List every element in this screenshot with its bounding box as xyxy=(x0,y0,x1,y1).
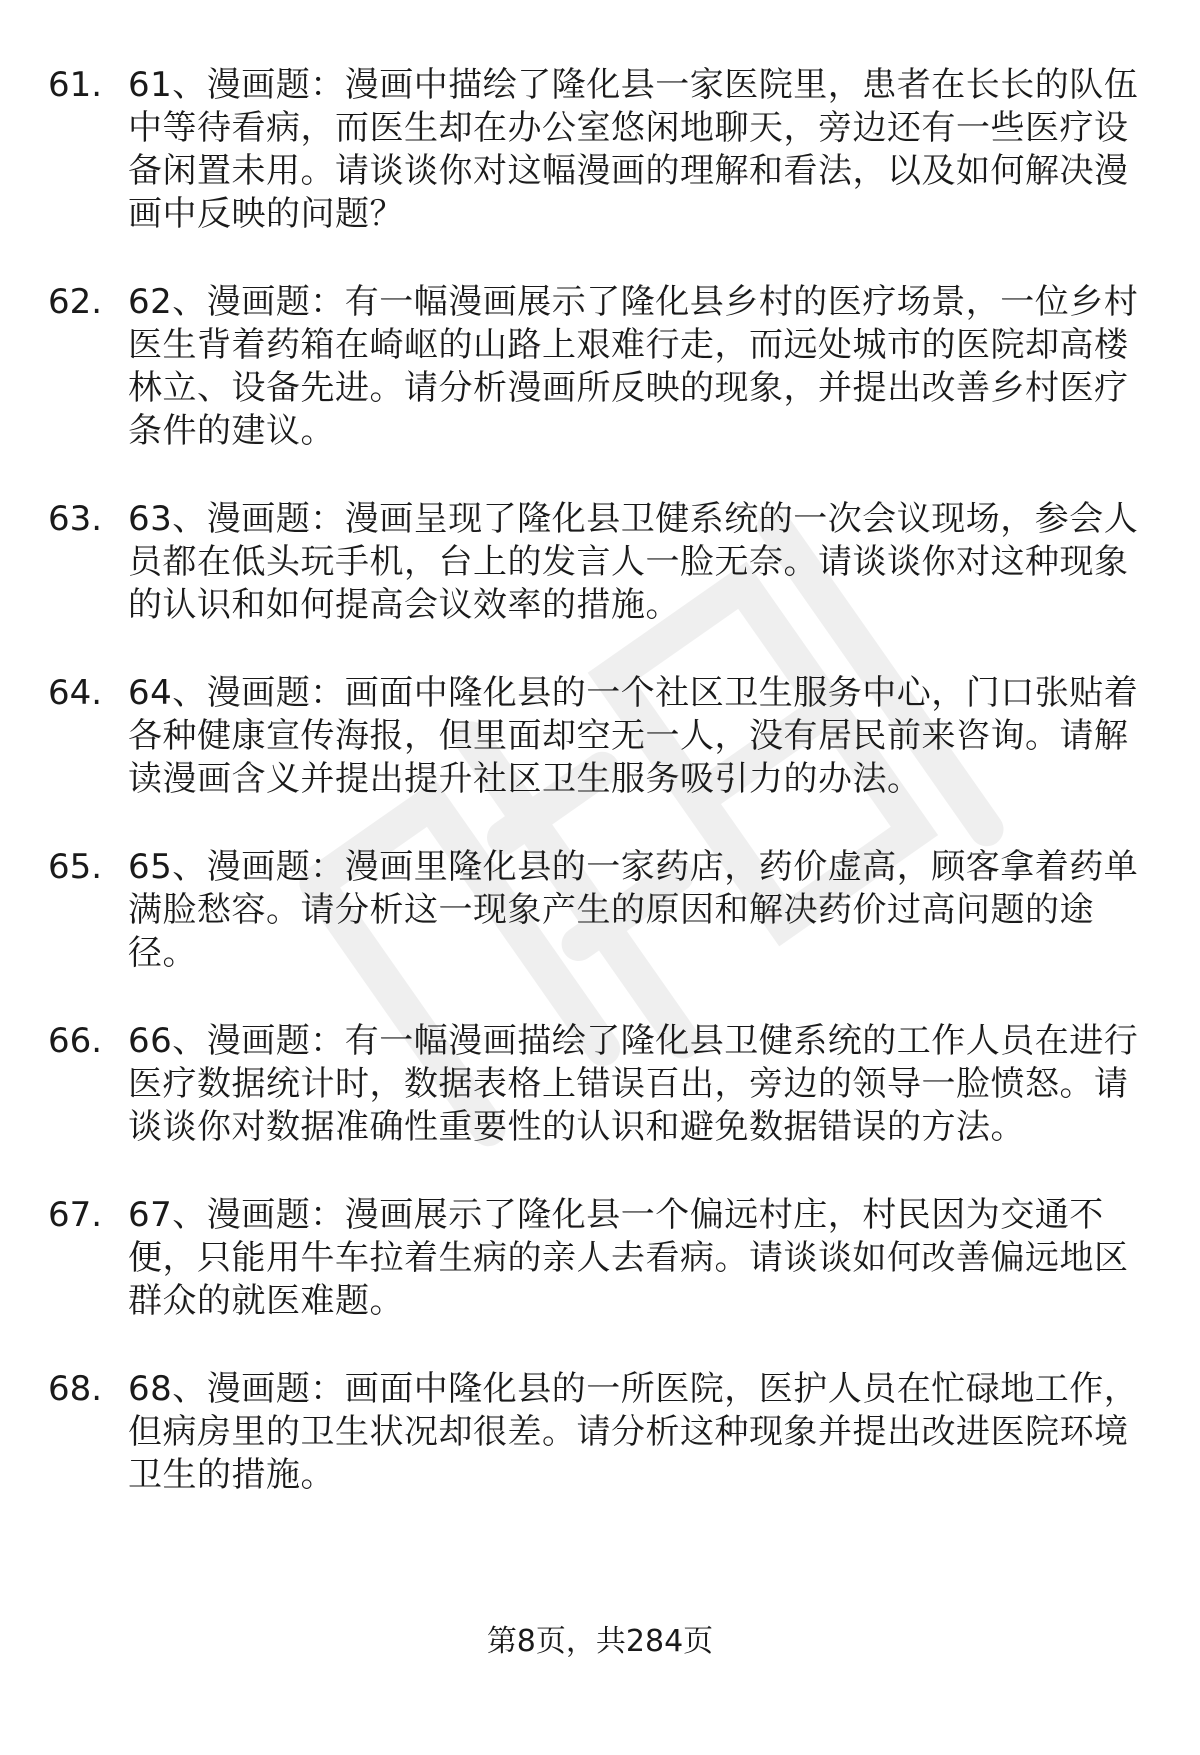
question-text: 64、漫画题：画面中隆化县的一个社区卫生服务中心，门口张贴着各种健康宣传海报，但里面却空无一人，没有居民前来咨询。请解读漫画含义并提出提升社区卫生服务吸引力的办法。 xyxy=(128,673,1139,799)
question-list xyxy=(48,64,1158,1497)
question-number: 64. xyxy=(48,673,103,713)
question-text: 61、漫画题：漫画中描绘了隆化县一家医院里，患者在长长的队伍中等待看病，而医生却在办公室悠闲地聊天，旁边还有一些医疗设备闲置未用。请谈谈你对这幅漫画的理解和看法，以及如何解决漫画中反映的问题？ xyxy=(128,65,1139,234)
page-footer: 第8页，共284页 xyxy=(486,1624,714,1659)
question-item xyxy=(48,672,1158,801)
question-item xyxy=(48,64,1158,236)
question-text: 66、漫画题：有一幅漫画描绘了隆化县卫健系统的工作人员在进行医疗数据统计时，数据表格上错误百出，旁边的领导一脸愤怒。请谈谈你对数据准确性重要性的认识和避免数据错误的方法。 xyxy=(128,1021,1139,1147)
question-number: 66. xyxy=(48,1021,103,1061)
question-text: 67、漫画题：漫画展示了隆化县一个偏远村庄，村民因为交通不便，只能用牛车拉着生病的亲人去看病。请谈谈如何改善偏远地区群众的就医难题。 xyxy=(128,1195,1129,1321)
question-item xyxy=(48,498,1158,627)
question-number: 62. xyxy=(48,282,103,322)
question-text: 65、漫画题：漫画里隆化县的一家药店，药价虚高，顾客拿着药单满脸愁容。请分析这一现象产生的原因和解决药价过高问题的途径。 xyxy=(128,847,1139,973)
question-item xyxy=(48,1368,1158,1497)
question-number: 68. xyxy=(48,1369,103,1409)
question-text: 63、漫画题：漫画呈现了隆化县卫健系统的一次会议现场，参会人员都在低头玩手机，台上的发言人一脸无奈。请谈谈你对这种现象的认识和如何提高会议效率的措施。 xyxy=(128,499,1139,625)
question-item xyxy=(48,846,1158,975)
question-number: 65. xyxy=(48,847,103,887)
question-number: 61. xyxy=(48,65,103,105)
question-item xyxy=(48,1020,1158,1149)
question-text: 68、漫画题：画面中隆化县的一所医院，医护人员在忙碌地工作，但病房里的卫生状况却很差。请分析这种现象并提出改进医院环境卫生的措施。 xyxy=(128,1369,1139,1495)
question-number: 67. xyxy=(48,1195,103,1235)
question-item xyxy=(48,281,1158,453)
question-text: 62、漫画题：有一幅漫画展示了隆化县乡村的医疗场景，一位乡村医生背着药箱在崎岖的山路上艰难行走，而远处城市的医院却高楼林立、设备先进。请分析漫画所反映的现象，并提出改善乡村医疗条件的建议。 xyxy=(128,282,1139,451)
question-item xyxy=(48,1194,1158,1323)
question-number: 63. xyxy=(48,499,103,539)
